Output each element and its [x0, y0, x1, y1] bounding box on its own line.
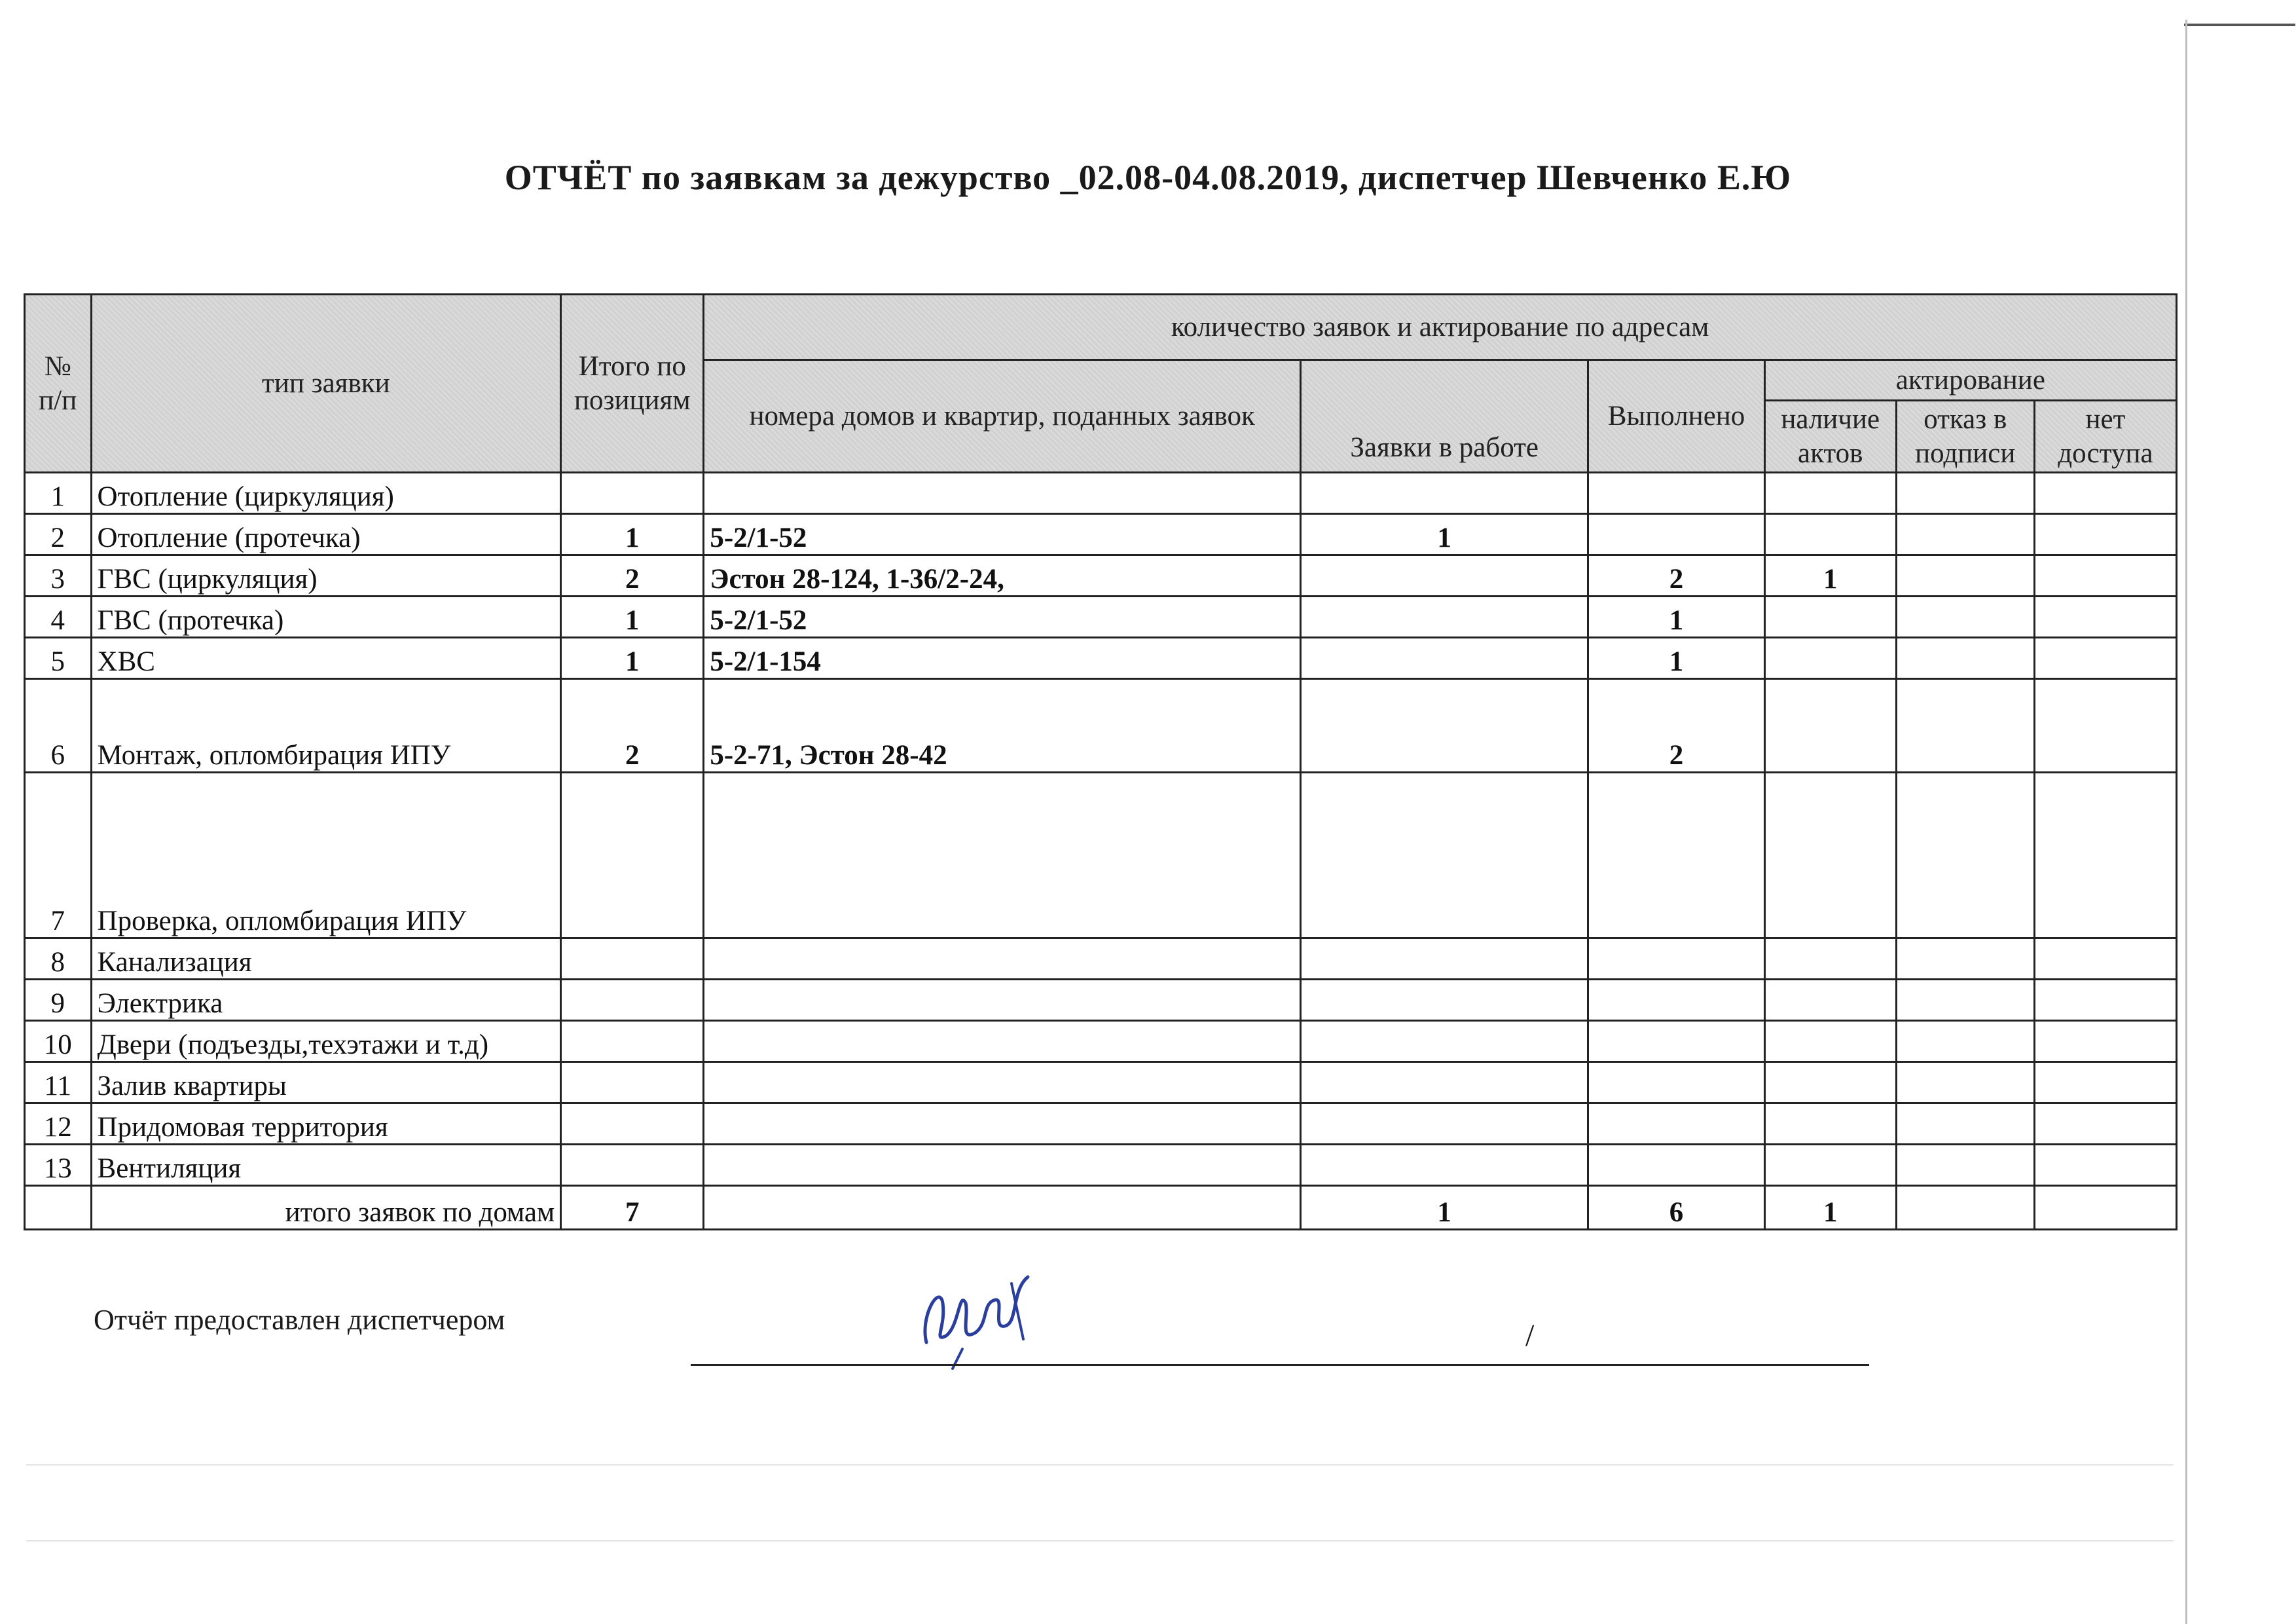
cell-refused [1896, 1062, 2034, 1103]
header-no-access: нет доступа [2034, 401, 2176, 473]
header-type: тип заявки [91, 295, 561, 473]
cell-addresses: 5-2/1-52 [704, 514, 1301, 555]
signature-separator: / [1525, 1318, 1535, 1353]
scan-artifact-line [26, 1464, 2174, 1466]
cell-acts [1764, 597, 1896, 638]
cell-num: 6 [25, 679, 92, 773]
cell-type: Двери (подъезды,техэтажи и т.д) [91, 1021, 561, 1062]
cell-num: 3 [25, 555, 92, 597]
cell-type: Отопление (циркуляция) [91, 473, 561, 514]
cell-done [1588, 1062, 1764, 1103]
totals-acts: 1 [1764, 1186, 1896, 1230]
table-row [25, 597, 2177, 638]
header-acts-present: наличие актов [1764, 401, 1896, 473]
cell-addresses: 5-2-71, Эстон 28-42 [704, 679, 1301, 773]
cell-total [561, 1021, 704, 1062]
cell-acts [1764, 638, 1896, 679]
cell-num: 2 [25, 514, 92, 555]
page-edge-mark [2184, 24, 2295, 26]
cell-done [1588, 1103, 1764, 1145]
cell-in-work [1301, 555, 1588, 597]
cell-no-access [2034, 938, 2176, 980]
table-row [25, 473, 2177, 514]
cell-in-work: 1 [1301, 514, 1588, 555]
cell-refused [1896, 597, 2034, 638]
cell-total: 1 [561, 514, 704, 555]
header-group: количество заявок и актирование по адресам [704, 295, 2177, 360]
cell-acts [1764, 938, 1896, 980]
cell-done [1588, 773, 1764, 938]
cell-type: ГВС (циркуляция) [91, 555, 561, 597]
totals-in-work: 1 [1301, 1186, 1588, 1230]
cell-no-access [2034, 597, 2176, 638]
cell-done [1588, 1145, 1764, 1186]
cell-refused [1896, 1021, 2034, 1062]
cell-no-access [2034, 514, 2176, 555]
cell-type: Вентиляция [91, 1145, 561, 1186]
signature-line [691, 1364, 1869, 1366]
cell-addresses: 5-2/1-52 [704, 597, 1301, 638]
cell-done [1588, 1021, 1764, 1062]
cell-in-work [1301, 473, 1588, 514]
cell-type: Канализация [91, 938, 561, 980]
header-num: № п/п [25, 295, 92, 473]
cell-addresses: 5-2/1-154 [704, 638, 1301, 679]
cell-done: 2 [1588, 679, 1764, 773]
cell-refused [1896, 473, 2034, 514]
cell-total [561, 1062, 704, 1103]
cell-in-work [1301, 938, 1588, 980]
cell-addresses [704, 1062, 1301, 1103]
cell-refused [1896, 1103, 2034, 1145]
report-title: ОТЧЁТ по заявкам за дежурство _02.08-04.08.2019, диспетчер Шевченко Е.Ю [504, 158, 1792, 197]
cell-type: Проверка, опломбирация ИПУ [91, 773, 561, 938]
cell-acts [1764, 473, 1896, 514]
cell-done [1588, 938, 1764, 980]
cell-no-access [2034, 773, 2176, 938]
cell-total [561, 980, 704, 1021]
table-row [25, 980, 2177, 1021]
cell-in-work [1301, 1062, 1588, 1103]
table-row [25, 938, 2177, 980]
cell-total: 1 [561, 597, 704, 638]
cell-acts [1764, 980, 1896, 1021]
totals-label: итого заявок по домам [91, 1186, 561, 1230]
cell-refused [1896, 514, 2034, 555]
cell-addresses [704, 938, 1301, 980]
cell-done [1588, 514, 1764, 555]
cell-no-access [2034, 1145, 2176, 1186]
totals-no-access [2034, 1186, 2176, 1230]
header-addresses: номера домов и квартир, поданных заявок [704, 360, 1301, 473]
cell-refused [1896, 1145, 2034, 1186]
table-row [25, 773, 2177, 938]
table-row [25, 1103, 2177, 1145]
cell-in-work [1301, 597, 1588, 638]
cell-no-access [2034, 555, 2176, 597]
header-refused: отказ в подписи [1896, 401, 2034, 473]
cell-refused [1896, 773, 2034, 938]
cell-refused [1896, 679, 2034, 773]
cell-in-work [1301, 1021, 1588, 1062]
page-edge-line [2185, 20, 2187, 1624]
cell-num: 11 [25, 1062, 92, 1103]
cell-in-work [1301, 1103, 1588, 1145]
cell-total [561, 473, 704, 514]
cell-addresses [704, 1021, 1301, 1062]
totals-row [25, 1186, 2177, 1230]
cell-no-access [2034, 1021, 2176, 1062]
cell-in-work [1301, 980, 1588, 1021]
cell-total: 2 [561, 679, 704, 773]
cell-type: Отопление (протечка) [91, 514, 561, 555]
cell-addresses [704, 1103, 1301, 1145]
cell-acts: 1 [1764, 555, 1896, 597]
cell-done: 2 [1588, 555, 1764, 597]
cell-num: 7 [25, 773, 92, 938]
table-row [25, 1062, 2177, 1103]
cell-acts [1764, 1062, 1896, 1103]
cell-num: 5 [25, 638, 92, 679]
cell-acts [1764, 679, 1896, 773]
cell-total [561, 773, 704, 938]
cell-refused [1896, 938, 2034, 980]
header-acting: актирование [1764, 360, 2176, 401]
table-row [25, 555, 2177, 597]
cell-acts [1764, 773, 1896, 938]
cell-addresses [704, 473, 1301, 514]
cell-no-access [2034, 473, 2176, 514]
cell-type: Придомовая территория [91, 1103, 561, 1145]
cell-done [1588, 980, 1764, 1021]
cell-acts [1764, 1021, 1896, 1062]
cell-no-access [2034, 980, 2176, 1021]
cell-type: ГВС (протечка) [91, 597, 561, 638]
dispatcher-signature [913, 1264, 1044, 1375]
totals-done: 6 [1588, 1186, 1764, 1230]
report-table [24, 293, 2178, 1230]
cell-in-work [1301, 773, 1588, 938]
cell-num [25, 1186, 92, 1230]
table-row [25, 1145, 2177, 1186]
cell-num: 8 [25, 938, 92, 980]
cell-no-access [2034, 1103, 2176, 1145]
cell-total: 1 [561, 638, 704, 679]
table-row [25, 638, 2177, 679]
table-row [25, 679, 2177, 773]
cell-refused [1896, 555, 2034, 597]
cell-in-work [1301, 1145, 1588, 1186]
cell-addresses: Эстон 28-124, 1-36/2-24, [704, 555, 1301, 597]
cell-refused [1896, 980, 2034, 1021]
cell-done [1588, 473, 1764, 514]
scan-artifact-line [26, 1540, 2174, 1541]
cell-total [561, 1145, 704, 1186]
header-done: Выполнено [1588, 360, 1764, 473]
cell-num: 12 [25, 1103, 92, 1145]
header-in-work: Заявки в работе [1301, 360, 1588, 473]
table-row [25, 1021, 2177, 1062]
cell-num: 9 [25, 980, 92, 1021]
cell-acts [1764, 1103, 1896, 1145]
cell-type: Залив квартиры [91, 1062, 561, 1103]
cell-num: 4 [25, 597, 92, 638]
table-row [25, 514, 2177, 555]
cell-done: 1 [1588, 638, 1764, 679]
cell-type: Электрика [91, 980, 561, 1021]
totals-addresses [704, 1186, 1301, 1230]
cell-no-access [2034, 638, 2176, 679]
cell-num: 1 [25, 473, 92, 514]
cell-total: 2 [561, 555, 704, 597]
header-total: Итого по позициям [561, 295, 704, 473]
cell-type: ХВС [91, 638, 561, 679]
cell-no-access [2034, 679, 2176, 773]
cell-total [561, 1103, 704, 1145]
cell-done: 1 [1588, 597, 1764, 638]
cell-acts [1764, 1145, 1896, 1186]
cell-addresses [704, 1145, 1301, 1186]
cell-no-access [2034, 1062, 2176, 1103]
cell-in-work [1301, 679, 1588, 773]
footer-label: Отчёт предоставлен диспетчером [94, 1304, 505, 1336]
cell-addresses [704, 773, 1301, 938]
totals-total: 7 [561, 1186, 704, 1230]
cell-total [561, 938, 704, 980]
cell-type: Монтаж, опломбирация ИПУ [91, 679, 561, 773]
cell-addresses [704, 980, 1301, 1021]
cell-in-work [1301, 638, 1588, 679]
cell-num: 10 [25, 1021, 92, 1062]
totals-refused [1896, 1186, 2034, 1230]
cell-refused [1896, 638, 2034, 679]
cell-num: 13 [25, 1145, 92, 1186]
cell-acts [1764, 514, 1896, 555]
